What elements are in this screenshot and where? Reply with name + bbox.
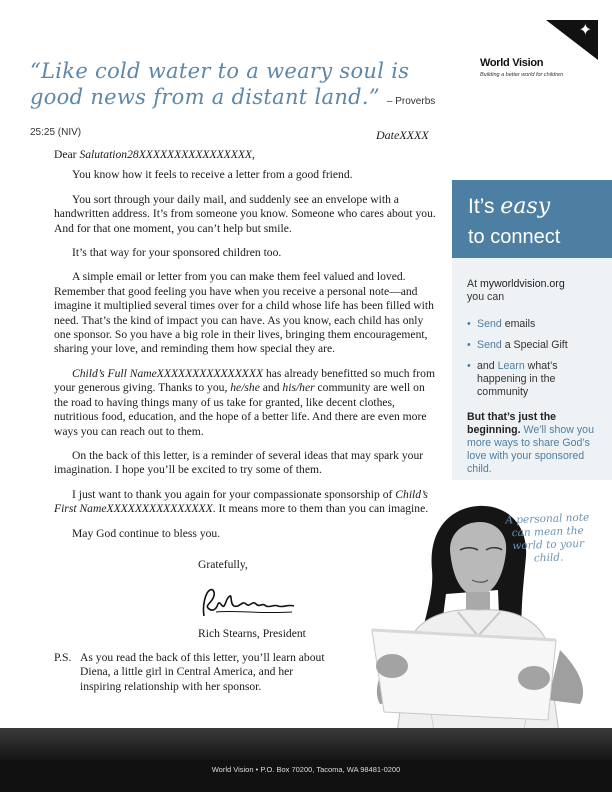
bullet-icon: • bbox=[467, 360, 471, 372]
header-its: It’s bbox=[468, 195, 501, 218]
salutation bbox=[54, 148, 438, 162]
p5-text-a: has already benefitted so much from your generous giving. Thanks to you, bbox=[54, 366, 435, 395]
quote-line-2: good news from a distant land.” bbox=[30, 85, 380, 109]
sidebar-intro bbox=[467, 278, 607, 304]
p7-text-a: I just want to thank you again for your compassionate sponsorship of bbox=[72, 487, 396, 501]
photo-caption-note: A personal note can mean the world to your child. bbox=[505, 511, 590, 565]
closing-bold: But that’s just the beginning. bbox=[467, 411, 557, 436]
child-full-name-field: Child’s Full NameXXXXXXXXXXXXXXX bbox=[72, 366, 264, 380]
intro-rest: you can bbox=[467, 291, 505, 303]
footer-address: World Vision • P.O. Box 70200, Tacoma, WA 98481-0200 bbox=[0, 760, 612, 792]
pronoun-his-her: his/her bbox=[282, 381, 315, 395]
intro-at: At bbox=[467, 278, 480, 290]
item-prefix: and bbox=[477, 360, 498, 372]
closing: Gratefully, bbox=[198, 558, 248, 571]
paragraph-4: A simple email or letter from you can make them feel valued and loved. Remember that good feeling you have when you receive a personal note—and imagine it multiplied several times over for a child whose life has been filled with need. That’s the kind of impact you can have. As you know, each child has only one sponsor. So you have a big role in their lives, bringing them encouragement, sharing your love, and reminding them how special they are. bbox=[54, 270, 434, 356]
header-easy: easy bbox=[500, 194, 551, 219]
item-highlight: Send bbox=[477, 339, 502, 351]
list-item bbox=[467, 318, 607, 331]
p5-text-b: community are well on the road to having things many of us take for granted, like decent clothes, nutritious food, education, and the hope of a better life. And there are even more ways you can reach out to them. bbox=[54, 381, 427, 438]
sidebar-easy-to-connect bbox=[452, 180, 612, 480]
bullet-icon: • bbox=[467, 339, 471, 351]
world-vision-logo bbox=[480, 20, 598, 78]
list-item bbox=[467, 360, 607, 399]
paragraph-8: May God continue to bless you. bbox=[72, 526, 221, 540]
item-text: emails bbox=[501, 318, 536, 330]
closing-rest: We’ll show you more ways to share God’s love with your sponsored child. bbox=[467, 424, 594, 475]
p7-text-b: . It means more to them than you can imagine. bbox=[212, 502, 429, 516]
table-surface bbox=[0, 728, 612, 764]
logo-name: World Vision bbox=[480, 57, 544, 69]
salutation-prefix: Dear bbox=[54, 148, 80, 161]
child-first-name-field: Child’s First NameXXXXXXXXXXXXXXX bbox=[54, 487, 428, 516]
signer-name: Rich Stearns, President bbox=[198, 627, 306, 640]
sidebar-closing bbox=[467, 411, 607, 476]
salutation-suffix: , bbox=[252, 148, 255, 161]
quote-reference: – Proverbs 25:25 (NIV) bbox=[30, 96, 436, 138]
star-icon: ✦ bbox=[578, 20, 592, 39]
quote-line-1: “Like cold water to a weary soul is bbox=[30, 59, 410, 83]
website-link[interactable]: myworldvision.org bbox=[479, 278, 565, 290]
paragraph-5 bbox=[54, 367, 438, 439]
item-highlight: Send bbox=[477, 318, 502, 330]
sidebar-header-line-2: to connect bbox=[468, 226, 561, 248]
paragraph-2: You sort through your daily mail, and suddenly see an envelope with a handwritten address. It’s from someone you know. Someone who cares about you. And for that one moment, you can’t help but smile. bbox=[54, 192, 436, 235]
letter-date: DateXXXX bbox=[376, 128, 429, 142]
sidebar-list bbox=[467, 318, 607, 399]
item-highlight: Learn bbox=[497, 360, 525, 372]
pronoun-he-she: he/she bbox=[230, 381, 260, 395]
paragraph-3: It’s that way for your sponsored children too. bbox=[72, 246, 282, 260]
logo-tagline: Building a better world for children bbox=[480, 72, 564, 78]
salutation-field: Salutation28XXXXXXXXXXXXXXXX bbox=[79, 148, 253, 161]
list-item bbox=[467, 339, 607, 352]
sidebar-body bbox=[467, 278, 607, 476]
item-text: what’s happening in the community bbox=[477, 360, 558, 398]
paragraph-6: On the back of this letter, is a reminder of several ideas that may spark your imagination. I hope you’ll be excited to try some of them. bbox=[54, 448, 424, 477]
paragraph-1: You know how it feels to receive a letter from a good friend. bbox=[72, 168, 353, 182]
ps-text: As you read the back of this letter, you’ll learn about Diena, a little girl in Central America, and her inspiring relationship with her sponsor. bbox=[80, 651, 325, 693]
sidebar-header-line-1 bbox=[468, 194, 550, 219]
ps-label: P.S. bbox=[54, 651, 72, 664]
item-text: a Special Gift bbox=[501, 339, 568, 351]
sidebar-header bbox=[452, 180, 612, 258]
bullet-icon: • bbox=[467, 318, 471, 330]
p5-and: and bbox=[259, 381, 283, 395]
